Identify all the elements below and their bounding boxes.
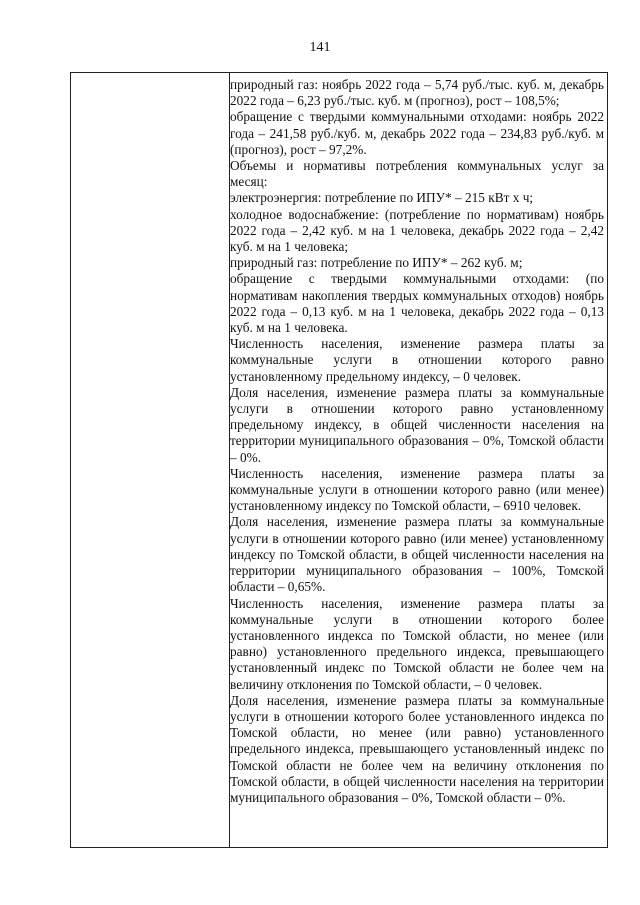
table-right-column <box>230 77 604 806</box>
paragraph-gas-tariff: природный газ: ноябрь 2022 года – 5,74 руб./тыс. куб. м, декабрь 2022 года – 6,23 руб./тыс. куб. м (прогноз), рост – 108,5%; <box>230 77 604 109</box>
page-number: 141 <box>309 40 331 55</box>
paragraph-population-above-index: Численность населения, изменение размера платы за коммунальные услуги в отношении которого более установленного индекса по Томской области, но менее (или равно) установленного предельного индекса, превышающего установленный индекс по Томской области не более чем на величину отклонения по Томской области, – 0 человек. <box>230 595 604 692</box>
paragraph-consumption-heading: Объемы и нормативы потребления коммунальных услуг за месяц: <box>230 158 604 190</box>
paragraph-share-above-index: Доля населения, изменение размера платы за коммунальные услуги в отношении которого более установленного индекса по Томской области, но менее (или равно) установленного предельного индекса, превышающего установленный индекс по Томской области не более чем на величину отклонения по Томской области, в общей численности населения на территории муниципального образования – 0%, Томской области – 0%. <box>230 692 604 805</box>
document-table <box>70 72 608 848</box>
paragraph-waste-tariff: обращение с твердыми коммунальными отходами: ноябрь 2022 года – 241,58 руб./куб. м, декабрь 2022 года – 234,83 руб./куб. м (прогноз), рост – 97,2%. <box>230 109 604 157</box>
paragraph-share-regional-index: Доля населения, изменение размера платы за коммунальные услуги в отношении которого равно (или менее) установленному индексу по Томской области, в общей численности населения на территории муниципального образования – 100%, Томской области – 0,65%. <box>230 514 604 595</box>
paragraph-population-regional-index: Численность населения, изменение размера платы за коммунальные услуги в отношении которого равно (или менее) установленному индексу по Томской области, – 6910 человек. <box>230 465 604 514</box>
table-left-column <box>71 73 230 847</box>
paragraph-waste-norm: обращение с твердыми коммунальными отходами: (по нормативам накопления твердых коммунальных отходов) ноябрь 2022 года – 0,13 куб. м на 1 человека, декабрь 2022 года – 0,13 куб. м на 1 человека. <box>230 271 604 336</box>
paragraph-electricity: электроэнергия: потребление по ИПУ* – 215 кВт х ч; <box>230 190 534 206</box>
paragraph-gas-consumption: природный газ: потребление по ИПУ* – 262 куб. м; <box>230 255 523 271</box>
paragraph-population-limit-index: Численность населения, изменение размера платы за коммунальные услуги в отношении которого равно установленному предельному индексу, – 0 человек. <box>230 336 604 384</box>
paragraph-cold-water: холодное водоснабжение: (потребление по нормативам) ноябрь 2022 года – 2,42 куб. м на 1 человека, декабрь 2022 года – 2,42 куб. м на 1 человека; <box>230 206 604 255</box>
paragraph-share-limit-index: Доля населения, изменение размера платы за коммунальные услуги в отношении которого равно установленному предельному индексу, в общей численности населения на территории муниципального образования – 0%, Томской области – 0%. <box>230 384 604 465</box>
